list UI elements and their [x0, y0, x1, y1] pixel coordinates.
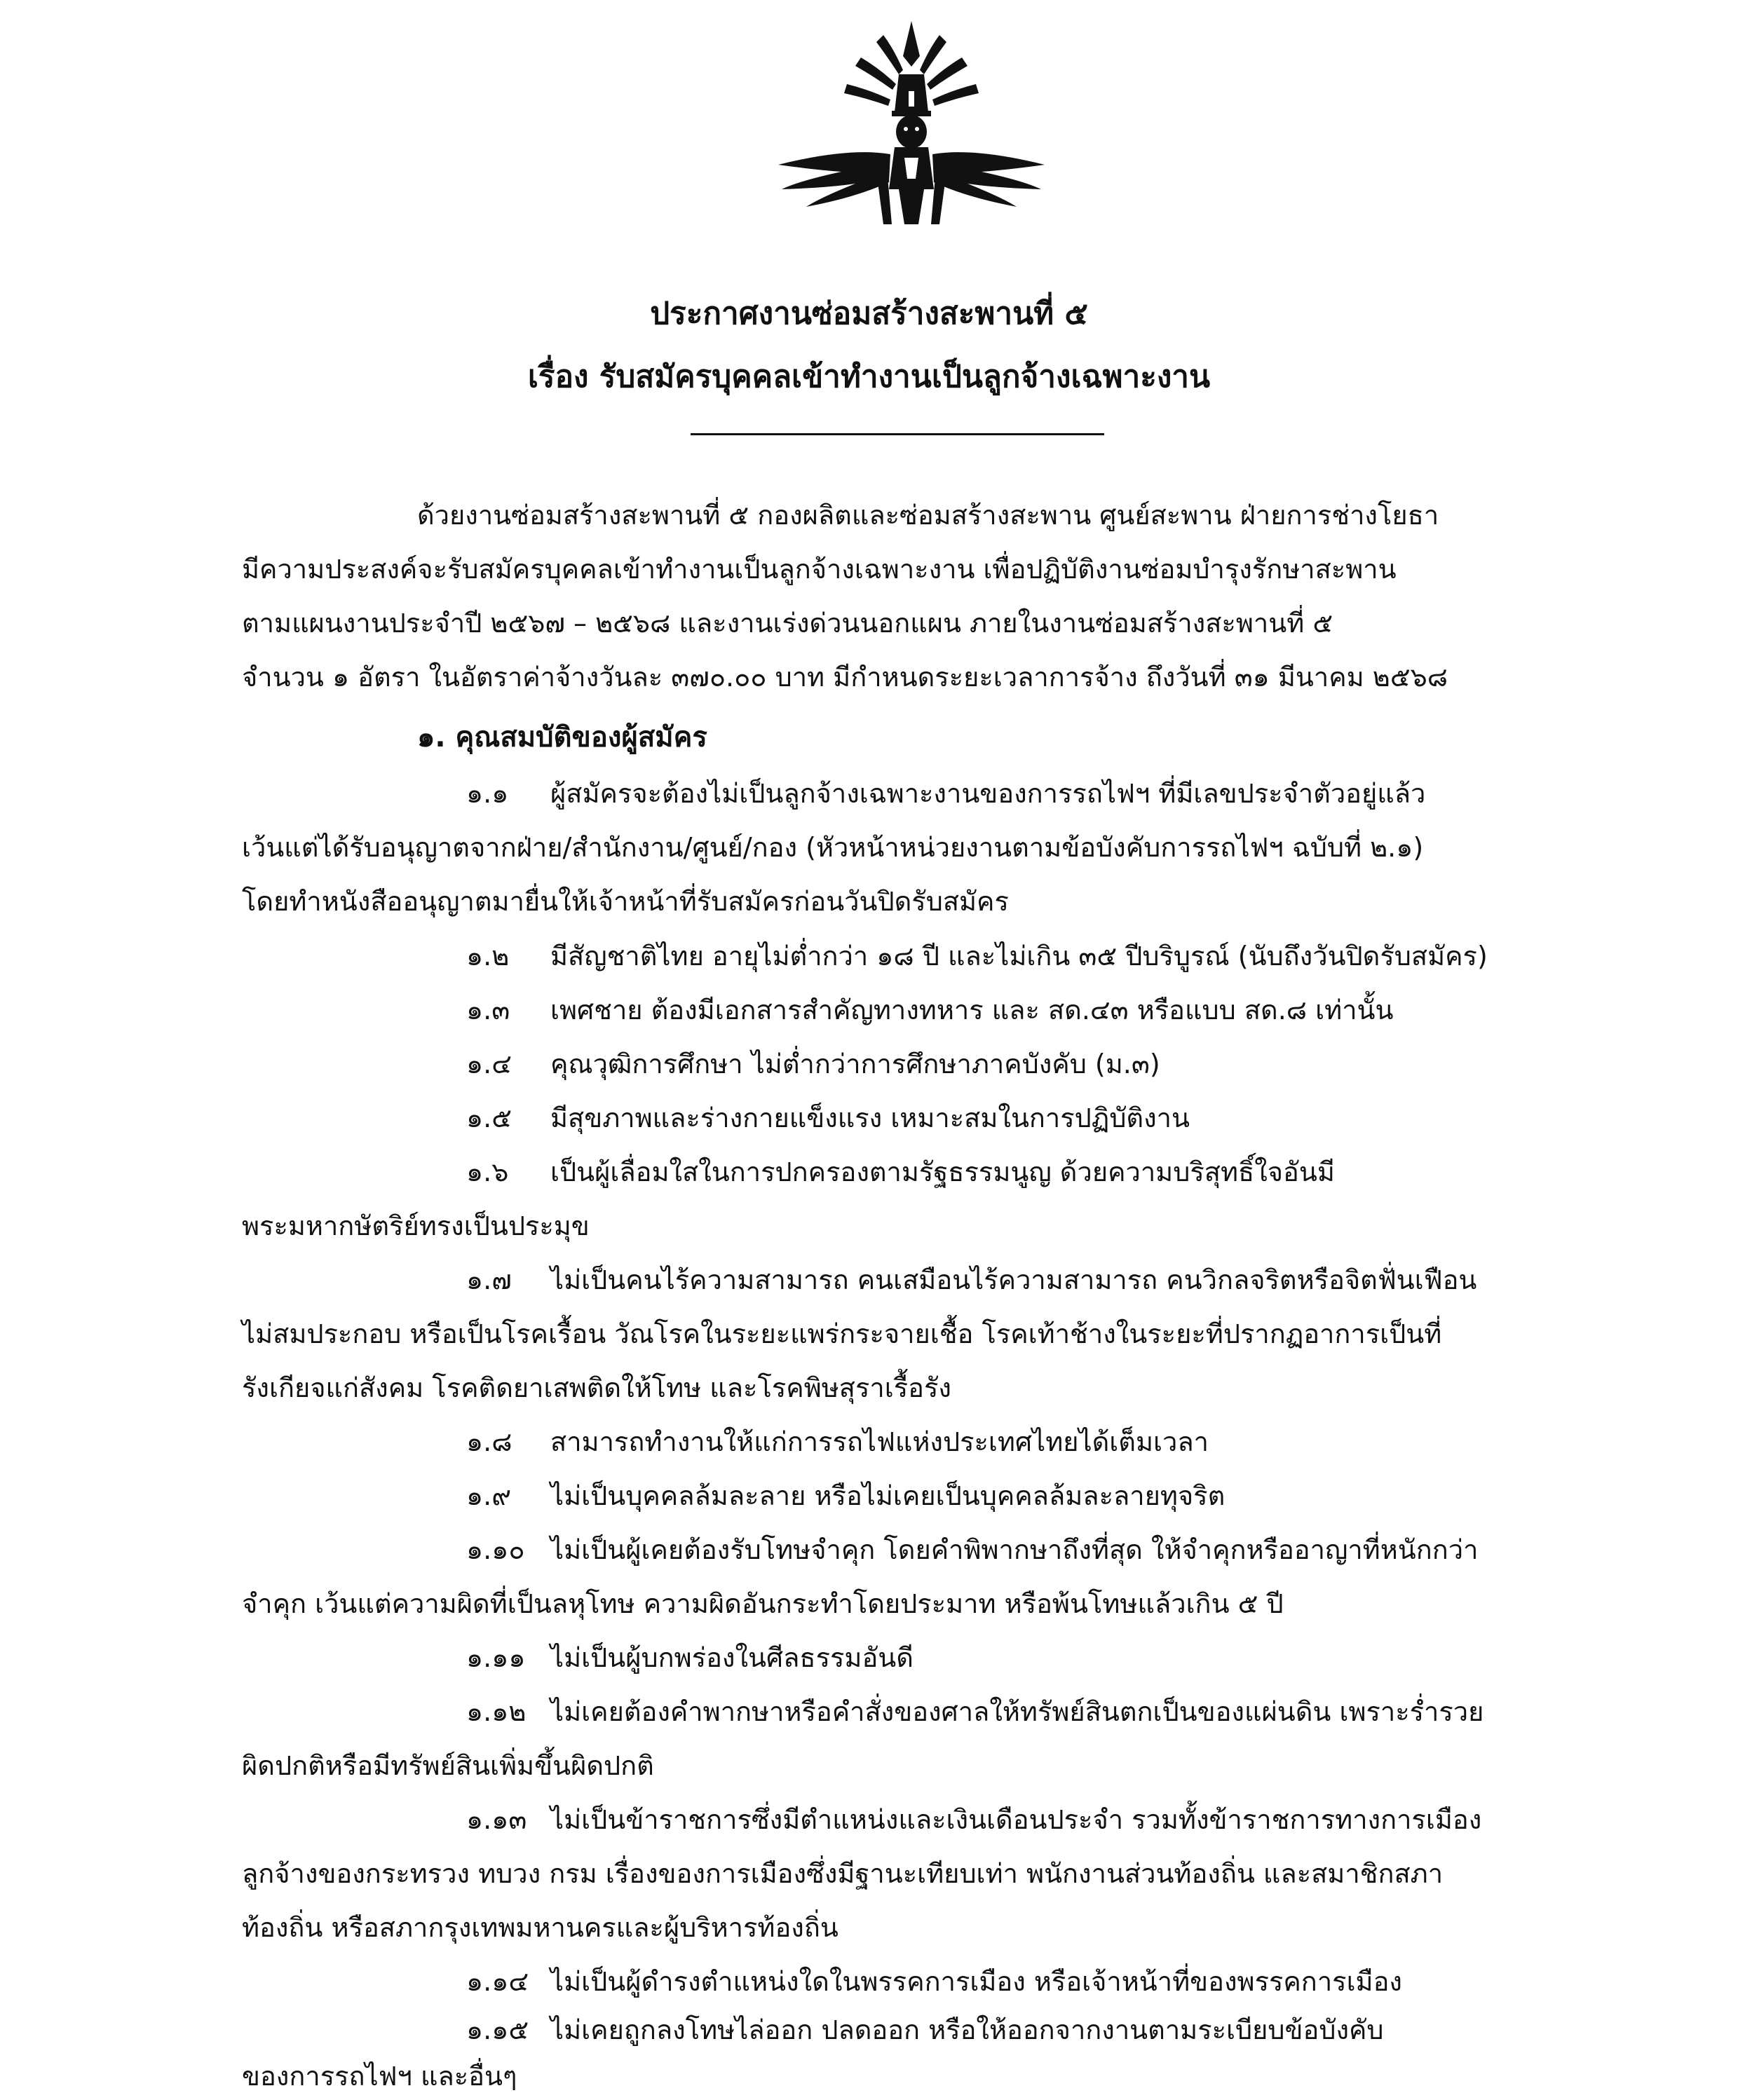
item-number: ๑.๓ [466, 995, 510, 1025]
item-text: คุณวุฒิการศึกษา ไม่ต่ำกว่าการศึกษาภาคบังคับ (ม.๓) [550, 1049, 1160, 1079]
srt-winged-emblem-icon [771, 14, 1052, 231]
item-continuation: โดยทำหนังสืออนุญาตมายื่นให้เจ้าหน้าที่รับสมัครก่อนวันปิดรับสมัคร [242, 886, 1009, 917]
item-number: ๑.๑๑ [466, 1642, 526, 1673]
item-text: ไม่เคยต้องคำพากษาหรือคำสั่งของศาลให้ทรัพย์สินตกเป็นของแผ่นดิน เพราะร่ำรวย [550, 1696, 1484, 1727]
item-text: ไม่เคยถูกลงโทษไล่ออก ปลดออก หรือให้ออกจากงานตามระเบียบข้อบังคับ [550, 2014, 1384, 2045]
list-item [466, 938, 1488, 974]
item-text: ไม่เป็นคนไร้ความสามารถ คนเสมือนไร้ความสามารถ คนวิกลจริตหรือจิตฟั่นเฟือน [550, 1264, 1477, 1295]
intro-line: มีความประสงค์จะรับสมัครบุคคลเข้าทำงานเป็นลูกจ้างเฉพาะงาน เพื่อปฏิบัติงานซ่อมบำรุงรักษาสะพาน [242, 554, 1397, 585]
title-underline [691, 433, 1104, 435]
section-heading: ๑. คุณสมบัติของผู้สมัคร [417, 721, 707, 754]
item-number: ๑.๗ [466, 1264, 512, 1295]
item-number: ๑.๑๔ [466, 1966, 529, 1997]
item-text: ไม่เป็นข้าราชการซึ่งมีตำแหน่งและเงินเดือนประจำ รวมทั้งข้าราชการทางการเมือง [550, 1804, 1482, 1835]
list-item [466, 1262, 1476, 1298]
item-continuation: ท้องถิ่น หรือสภากรุงเทพมหานครและผู้บริหารท้องถิ่น [242, 1912, 839, 1943]
intro-line: ด้วยงานซ่อมสร้างสะพานที่ ๕ กองผลิตและซ่อมสร้างสะพาน ศูนย์สะพาน ฝ่ายการช่างโยธา [417, 500, 1439, 531]
item-continuation: จำคุก เว้นแต่ความผิดที่เป็นลหุโทษ ความผิดอันกระทำโดยประมาท หรือพ้นโทษแล้วเกิน ๕ ปี [242, 1588, 1284, 1619]
list-item [466, 992, 1394, 1028]
list-item [466, 1963, 1402, 2000]
item-continuation: พระมหากษัตริย์ทรงเป็นประมุข [242, 1211, 590, 1241]
item-text: ไม่เป็นผู้ดำรงตำแหน่งใดในพรรคการเมือง หรือเจ้าหน้าที่ของพรรคการเมือง [550, 1966, 1402, 1997]
list-item [466, 1532, 1478, 1568]
item-text: ไม่เป็นผู้บกพร่องในศีลธรรมอันดี [550, 1642, 914, 1673]
item-number: ๑.๙ [466, 1480, 512, 1511]
item-number: ๑.๑๕ [466, 2014, 529, 2045]
item-continuation: ผิดปกติหรือมีทรัพย์สินเพิ่มขึ้นผิดปกติ [242, 1750, 654, 1781]
announcement-title: ประกาศงานซ่อมสร้างสะพานที่ ๕ [650, 296, 1088, 332]
list-item [466, 1100, 1190, 1136]
list-item [466, 1639, 914, 1676]
item-text: เพศชาย ต้องมีเอกสารสำคัญทางทหาร และ สด.๔๓ หรือแบบ สด.๘ เท่านั้น [550, 995, 1394, 1025]
intro-line: จำนวน ๑ อัตรา ในอัตราค่าจ้างวันละ ๓๗๐.๐๐ บาท มีกำหนดระยะเวลาการจ้าง ถึงวันที่ ๓๑ มีนาคม ๒๕๖๘ [242, 662, 1448, 693]
item-number: ๑.๑๒ [466, 1696, 527, 1727]
item-continuation: เว้นแต่ได้รับอนุญาตจากฝ่าย/สำนักงาน/ศูนย์/กอง (หัวหน้าหน่วยงานตามข้อบังคับการรถไฟฯ ฉบับที่ ๒.๑) [242, 832, 1424, 863]
announcement-subject: เรื่อง รับสมัครบุคคลเข้าทำงานเป็นลูกจ้างเฉพาะงาน [527, 359, 1211, 395]
item-text: เป็นผู้เลื่อมใสในการปกครองตามรัฐธรรมนูญ ด้วยความบริสุทธิ์ใจอันมี [550, 1157, 1335, 1187]
item-text: ผู้สมัครจะต้องไม่เป็นลูกจ้างเฉพาะงานของการรถไฟฯ ที่มีเลขประจำตัวอยู่แล้ว [550, 778, 1426, 809]
list-item [466, 775, 1425, 812]
item-continuation: ของการรถไฟฯ และอื่นๆ [242, 2061, 517, 2092]
item-continuation: ลูกจ้างของกระทรวง ทบวง กรม เรื่องของการเมืองซึ่งมีฐานะเทียบเท่า พนักงานส่วนท้องถิ่น และสมาชิกสภา [242, 1858, 1444, 1889]
list-item [466, 1424, 1209, 1460]
item-number: ๑.๑๐ [466, 1534, 525, 1565]
item-number: ๑.๖ [466, 1157, 509, 1187]
item-number: ๑.๑๓ [466, 1804, 527, 1835]
item-number: ๑.๘ [466, 1426, 512, 1457]
item-number: ๑.๒ [466, 941, 510, 971]
item-number: ๑.๕ [466, 1103, 512, 1133]
list-item [466, 1693, 1484, 1730]
item-text: ไม่เป็นบุคคลล้มละลาย หรือไม่เคยเป็นบุคคลล้มละลายทุจริต [550, 1480, 1226, 1511]
list-item [466, 1154, 1335, 1190]
item-number: ๑.๔ [466, 1049, 512, 1079]
list-item [466, 1801, 1481, 1838]
intro-line: ตามแผนงานประจำปี ๒๕๖๗ – ๒๕๖๘ และงานเร่งด่วนนอกแผน ภายในงานซ่อมสร้างสะพานที่ ๕ [242, 608, 1333, 639]
item-text: มีสัญชาติไทย อายุไม่ต่ำกว่า ๑๘ ปี และไม่เกิน ๓๕ ปีบริบูรณ์ (นับถึงวันปิดรับสมัคร) [550, 941, 1488, 971]
list-item [466, 2012, 1384, 2048]
item-text: มีสุขภาพและร่างกายแข็งแรง เหมาะสมในการปฏิบัติงาน [550, 1103, 1190, 1133]
list-item [466, 1478, 1225, 1514]
item-continuation: รังเกียจแก่สังคม โรคติดยาเสพติดให้โทษ และโรคพิษสุราเรื้อรัง [242, 1372, 951, 1403]
item-continuation: ไม่สมประกอบ หรือเป็นโรคเรื้อน วัณโรคในระยะแพร่กระจายเชื้อ โรคเท้าช้างในระยะที่ปรากฏอาการเป็นที่ [242, 1318, 1442, 1349]
item-number: ๑.๑ [466, 778, 509, 809]
item-text: ไม่เป็นผู้เคยต้องรับโทษจำคุก โดยคำพิพากษาถึงที่สุด ให้จำคุกหรืออาญาที่หนักกว่า [550, 1534, 1479, 1565]
list-item [466, 1046, 1160, 1082]
item-text: สามารถทำงานให้แก่การรถไฟแห่งประเทศไทยได้เต็มเวลา [550, 1426, 1209, 1457]
